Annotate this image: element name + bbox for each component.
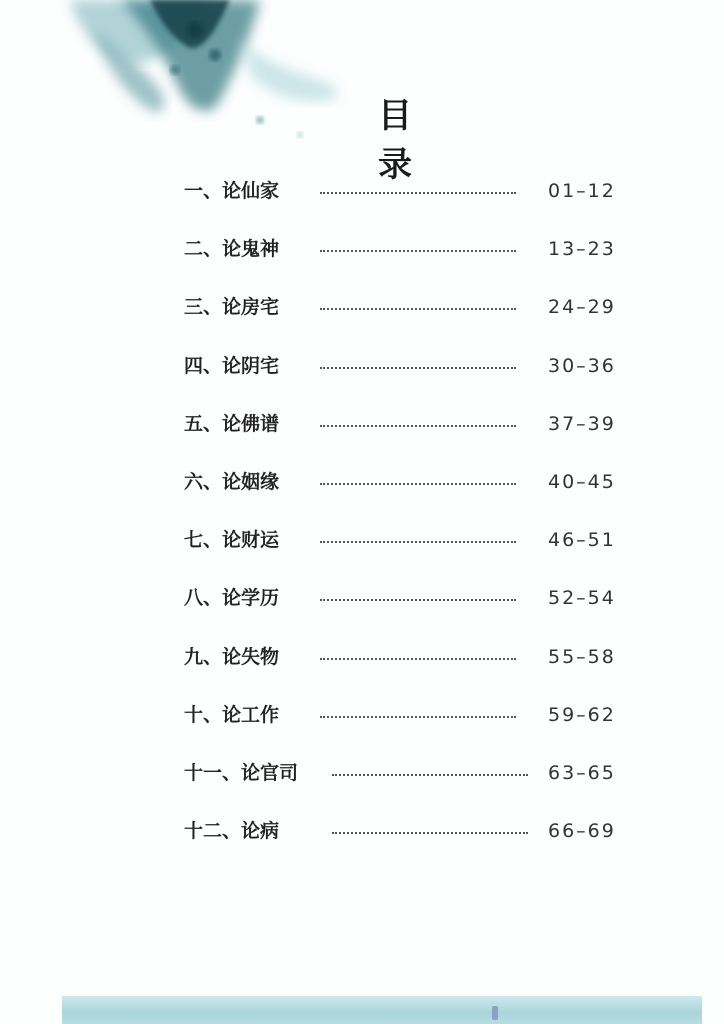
toc-entry-label: 十一、论官司	[184, 762, 299, 784]
toc-entry-label: 六、论姻缘	[184, 471, 280, 493]
toc-entry-label: 八、论学历	[184, 587, 280, 609]
toc-entry-label: 二、论鬼神	[184, 238, 280, 260]
toc-entry[interactable]	[0, 234, 724, 264]
toc-entry-label: 四、论阴宅	[184, 355, 280, 377]
toc-entry[interactable]	[0, 758, 724, 788]
toc-dot-leader	[320, 192, 516, 194]
toc-entry-pages: 52–54	[548, 587, 616, 609]
page-title: 目 录	[378, 96, 442, 185]
toc-entry[interactable]	[0, 292, 724, 322]
toc-entry[interactable]	[0, 525, 724, 555]
toc-entry-label: 十、论工作	[184, 704, 280, 726]
toc-dot-leader	[320, 658, 516, 660]
ink-wash-decoration	[60, 0, 360, 170]
toc-entry-pages: 59–62	[548, 704, 616, 726]
toc-entry-label: 一、论仙家	[184, 180, 280, 202]
toc-entry-label: 五、论佛谱	[184, 413, 280, 435]
toc-dot-leader	[320, 250, 516, 252]
toc-entry[interactable]	[0, 409, 724, 439]
toc-entry[interactable]	[0, 351, 724, 381]
band-speck	[492, 1006, 498, 1020]
toc-entry[interactable]	[0, 467, 724, 497]
toc-entry-pages: 55–58	[548, 646, 616, 668]
toc-entry-pages: 24–29	[548, 296, 616, 318]
toc-dot-leader	[332, 774, 528, 776]
toc-dot-leader	[320, 541, 516, 543]
toc-dot-leader	[320, 599, 516, 601]
toc-entry-label: 三、论房宅	[184, 296, 280, 318]
toc-entry-pages: 66–69	[548, 820, 616, 842]
toc-dot-leader	[320, 425, 516, 427]
toc-entry[interactable]	[0, 583, 724, 613]
toc-entry-label: 七、论财运	[184, 529, 280, 551]
toc-dot-leader	[332, 832, 528, 834]
toc-entry[interactable]	[0, 816, 724, 846]
toc-dot-leader	[320, 716, 516, 718]
toc-entry-pages: 13–23	[548, 238, 616, 260]
toc-dot-leader	[320, 367, 516, 369]
toc-entry-pages: 40–45	[548, 471, 616, 493]
toc-entry-label: 十二、论病	[184, 820, 280, 842]
toc-entry[interactable]	[0, 176, 724, 206]
bottom-decorative-band	[62, 996, 702, 1024]
toc-entry[interactable]	[0, 642, 724, 672]
toc-entry-pages: 30–36	[548, 355, 616, 377]
toc-dot-leader	[320, 483, 516, 485]
toc-entry-label: 九、论失物	[184, 646, 280, 668]
toc-entry-pages: 63–65	[548, 762, 616, 784]
toc-entry-pages: 46–51	[548, 529, 616, 551]
toc-dot-leader	[320, 308, 516, 310]
toc-entry-pages: 37–39	[548, 413, 616, 435]
toc-entry-pages: 01–12	[548, 180, 616, 202]
toc-entry[interactable]	[0, 700, 724, 730]
